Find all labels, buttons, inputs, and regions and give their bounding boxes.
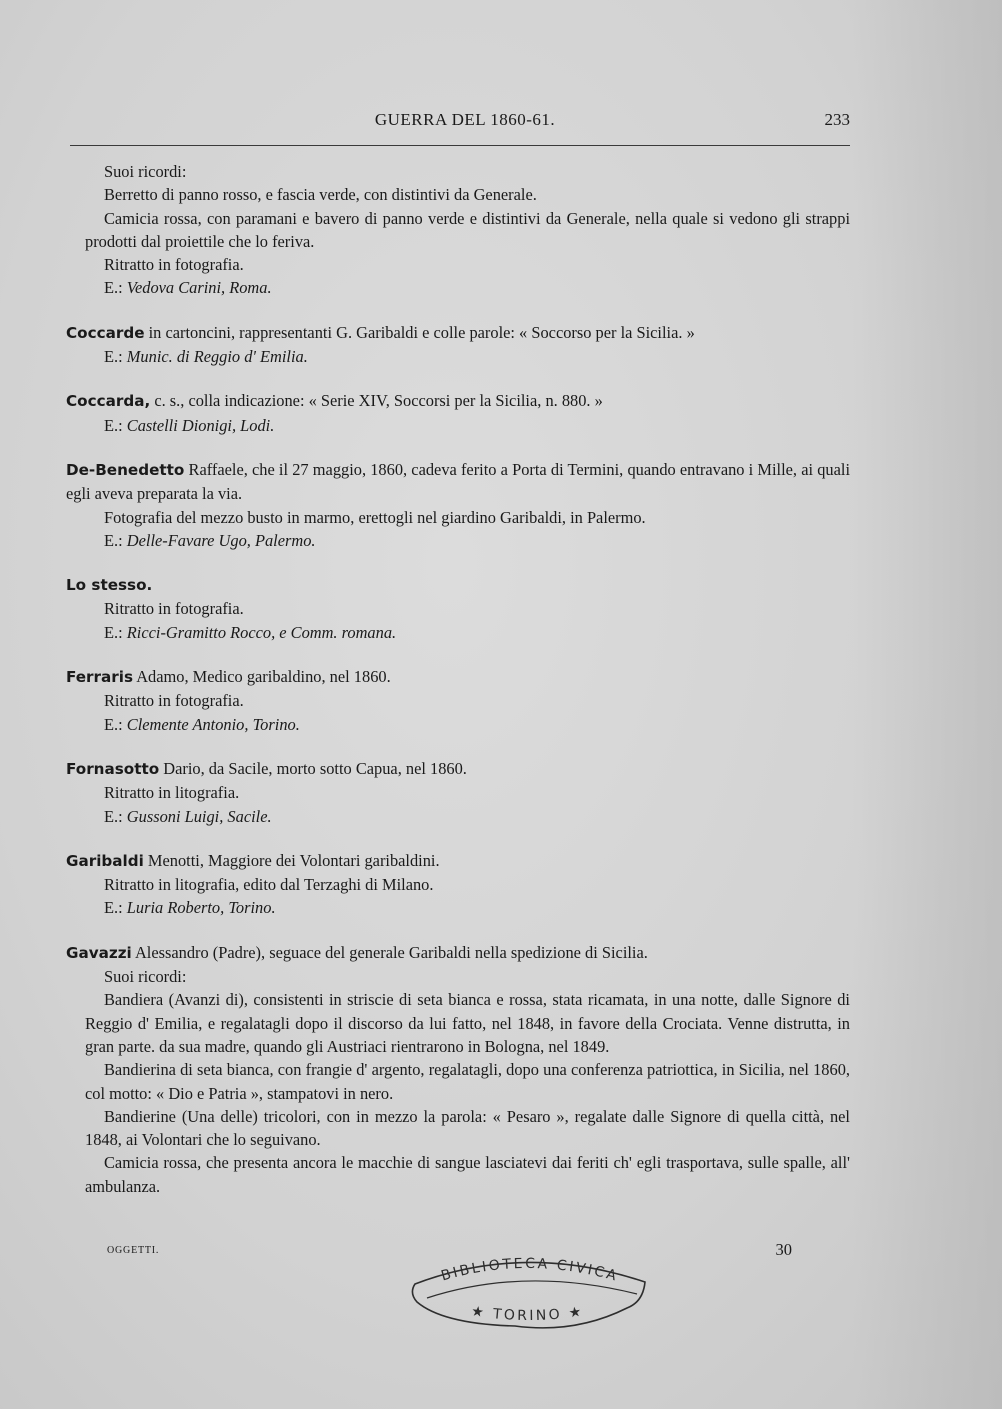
entry-name: Garibaldi: [66, 851, 144, 870]
entry-coccarde: [66, 321, 850, 369]
list-item: Ritratto in litografia.: [104, 783, 240, 803]
entry-heading: [66, 458, 850, 506]
owner-line: [85, 414, 850, 437]
list-item: Camicia rossa, che presenta ancora le macchie di sangue lasciatevi dai feriti ch' egli trasportava, sulle spalle, all' ambulanza.: [85, 1153, 850, 1196]
owner-prefix: E.:: [104, 530, 123, 550]
owner-prefix: E.:: [104, 415, 123, 435]
entry-heading: [66, 573, 850, 597]
entry-heading: [66, 941, 850, 965]
entry-ferraris: [66, 665, 850, 736]
header-rule: [70, 145, 850, 146]
entry-heading: [66, 757, 850, 781]
owner-name: Vedova Carini, Roma.: [126, 278, 272, 298]
ricordi-label: Suoi ricordi:: [104, 162, 187, 181]
page-edge-shadow: [852, 0, 1002, 1409]
list-item: Ritratto in litografia, edito dal Terzaghi di Milano.: [104, 875, 434, 895]
list-item: Ritratto in fotografia.: [104, 599, 244, 619]
stamp-bottom-text: ★ TORINO ★: [470, 1303, 585, 1325]
owner-prefix: E.:: [104, 806, 123, 826]
entry-description: Alessandro (Padre), seguace del generale Garibaldi nella spedizione di Sicilia.: [131, 942, 648, 962]
svg-text:★ TORINO ★: [470, 1303, 585, 1324]
owner-name: Ricci-Gramitto Rocco, e Comm. romana.: [126, 622, 397, 642]
entry-de-benedetto: [66, 458, 850, 552]
list-item: Bandierina di seta bianca, con frangie d' argento, regalatagli, dopo una conferenza patriottica, in Sicilia, nel 1860, col motto: « Dio e Patria », stampatovi in nero.: [85, 1060, 850, 1103]
owner-line: [85, 896, 850, 919]
owner-line: [85, 529, 850, 552]
entry-description: c. s., colla indicazione: « Serie XIV, Soccorsi per la Sicilia, n. 880. »: [150, 391, 603, 411]
entry-heading: [66, 321, 850, 345]
running-title: GUERRA DEL 1860-61.: [374, 110, 556, 129]
entry-name: Coccarda,: [66, 392, 151, 411]
owner-line: [85, 805, 850, 828]
list-item: Berretto di panno rosso, e fascia verde, con distintivi da Generale.: [104, 185, 537, 205]
entry-coccarda: [66, 389, 850, 437]
entry-lo-stesso: [66, 573, 850, 644]
owner-name: Clemente Antonio, Torino.: [126, 714, 300, 734]
stamp-top-text: BIBLIOTECA CIVICA: [439, 1255, 621, 1285]
entry-name: Lo stesso.: [66, 576, 153, 595]
owner-line: [85, 345, 850, 368]
page-header: [60, 110, 850, 134]
owner-prefix: E.:: [104, 347, 123, 367]
printer-signature: OGGETTI.: [107, 1245, 160, 1256]
owner-prefix: E.:: [104, 278, 123, 298]
sheet-number: 30: [775, 1240, 792, 1259]
entry-heading: [66, 389, 850, 413]
ricordi-label: Suoi ricordi:: [104, 967, 187, 987]
entry-name: De-Benedetto: [66, 460, 185, 479]
owner-name: Munic. di Reggio d' Emilia.: [126, 347, 308, 367]
stamp-inner-line: [427, 1281, 637, 1298]
owner-prefix: E.:: [104, 622, 123, 642]
owner-prefix: E.:: [104, 714, 123, 734]
entry-heading: [66, 665, 850, 689]
page-body: [66, 160, 850, 1198]
owner-name: Delle-Favare Ugo, Palermo.: [126, 530, 316, 550]
owner-prefix: E.:: [104, 898, 123, 918]
entry-garibaldi: [66, 849, 850, 920]
entry-name: Coccarde: [66, 323, 145, 342]
entry-name: Gavazzi: [66, 943, 132, 962]
entry-description: Menotti, Maggiore dei Volontari garibaldini.: [143, 850, 440, 870]
list-item: Bandiera (Avanzi di), consistenti in striscie di seta bianca e rossa, stata ricamata, in una notte, dalle Signore di Reggio d' Emilia, e regalatagli dopo il discorso da lui fatto, nel 1848, in favore della Crociata. Venne distrutta, in gran parte. da sua madre, quando gli Austriaci rientrarono in Bologna, nel 1849.: [85, 990, 850, 1056]
owner-line: [85, 276, 850, 299]
owner-name: Gussoni Luigi, Sacile.: [126, 806, 272, 826]
entry-name: Ferraris: [66, 668, 134, 687]
library-stamp: [405, 1246, 655, 1336]
list-item: Ritratto in fotografia.: [104, 255, 244, 275]
entry-description: Dario, da Sacile, morto sotto Capua, nel 1860.: [159, 758, 467, 778]
entry-name: Fornasotto: [66, 759, 160, 778]
entry-description: Adamo, Medico garibaldino, nel 1860.: [133, 667, 391, 687]
entry-heading: [66, 849, 850, 873]
list-item: Ritratto in fotografia.: [104, 691, 244, 711]
owner-line: [85, 713, 850, 736]
owner-line: [85, 621, 850, 644]
owner-name: Luria Roberto, Torino.: [126, 898, 276, 918]
list-item: Camicia rossa, con paramani e bavero di panno verde e distintivi da Generale, nella quale si vedono gli strappi prodotti dal proiettile che lo feriva.: [85, 208, 850, 251]
entry-description: in cartoncini, rappresentanti G. Garibaldi e colle parole: « Soccorso per la Sicilia. »: [144, 322, 695, 342]
list-item: Fotografia del mezzo busto in marmo, erettogli nel giardino Garibaldi, in Palermo.: [104, 507, 646, 527]
list-item: Bandierine (Una delle) tricolori, con in mezzo la parola: « Pesaro », regalate dalle Signore di quella città, nel 1848, ai Volontari che lo seguivano.: [85, 1106, 850, 1150]
entry-gavazzi: [66, 941, 850, 1198]
owner-name: Castelli Dionigi, Lodi.: [126, 415, 275, 435]
entry-description: Raffaele, che il 27 maggio, 1860, cadeva ferito a Porta di Termini, quando entravano i Mille, ai quali egli aveva preparata la via.: [66, 459, 850, 504]
entry-fornasotto: [66, 757, 850, 828]
page-number: 233: [824, 110, 850, 129]
